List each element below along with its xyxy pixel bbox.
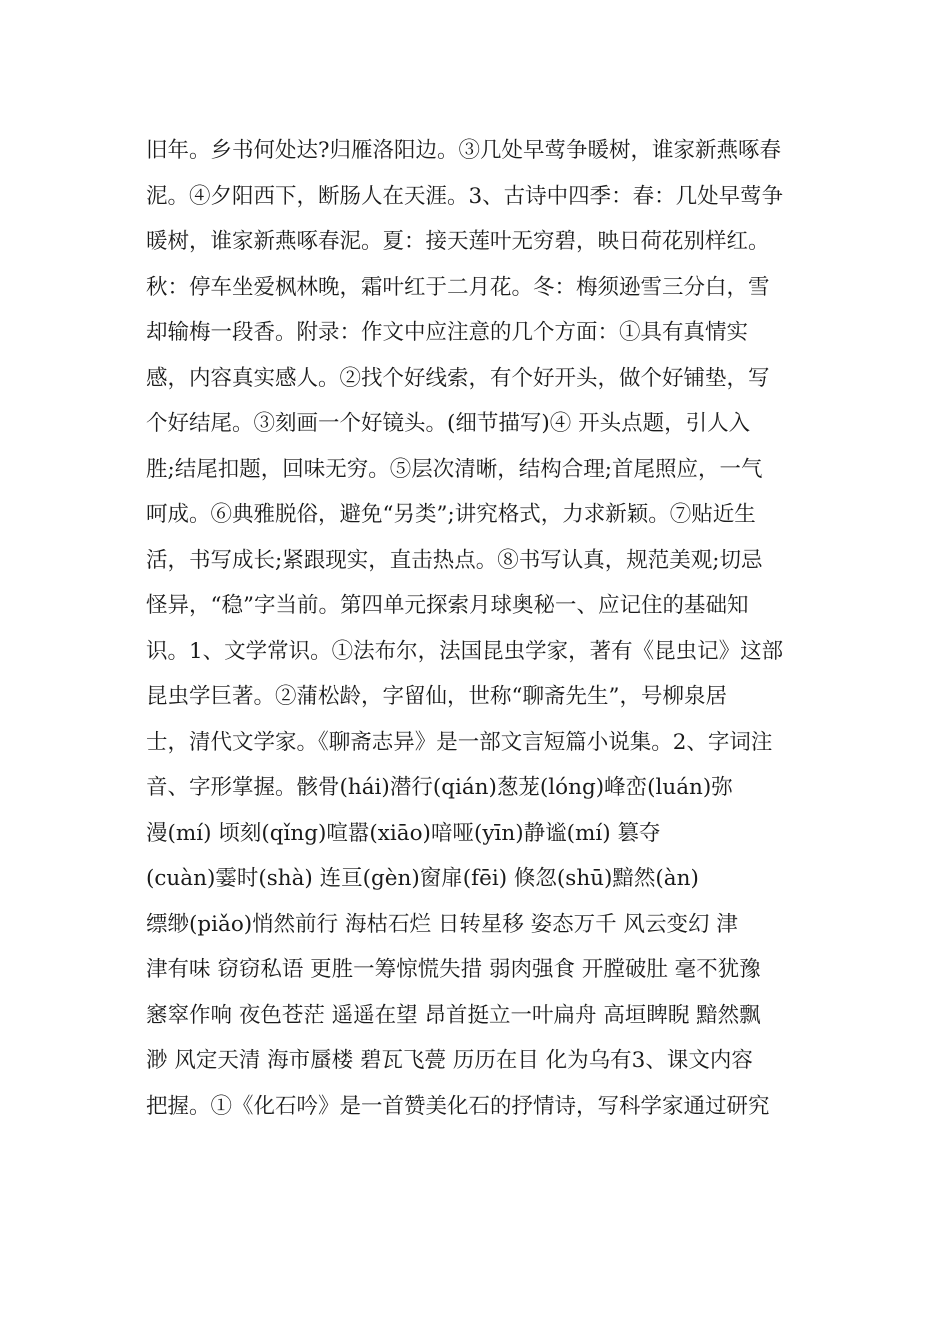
text-line: 识。1、文学常识。①法布尔，法国昆虫学家，著有《昆虫记》这部 <box>146 638 784 664</box>
text-line: 旧年。乡书何处达?归雁洛阳边。③几处早莺争暖树，谁家新燕啄春 <box>146 138 782 163</box>
text-line: 窸窣作响 夜色苍茫 遥遥在望 昂首挺立一叶扁舟 高垣睥睨 黯然飘 <box>146 1002 761 1028</box>
text-line: 音、字形掌握。骸骨(hái)潜行(qián)葱茏(lóng)峰峦(luán)弥 <box>146 775 733 800</box>
text-line: (cuàn)霎时(shà) 连亘(gèn)窗扉(fēi) 倏忽(shū)黯然(àn) <box>146 866 699 891</box>
text-line: 胜;结尾扣题，回味无穷。⑤层次清晰，结构合理;首尾照应，一气 <box>146 456 763 482</box>
text-line: 秋：停车坐爱枫林晚，霜叶红于二月花。冬：梅须逊雪三分白，雪 <box>146 274 770 300</box>
text-line: 泥。④夕阳西下，断肠人在天涯。3、古诗中四季：春：几处早莺争 <box>146 183 784 209</box>
text-line: 渺 风定天清 海市蜃楼 碧瓦飞甍 历历在目 化为乌有3、课文内容 <box>146 1048 753 1073</box>
text-line: 缥缈(piǎo)悄然前行 海枯石烂 日转星移 姿态万千 风云变幻 津 <box>146 911 738 937</box>
text-line: 怪异，“稳”字当前。第四单元探索月球奥秘一、应记住的基础知 <box>146 593 749 618</box>
text-line: 暖树，谁家新燕啄春泥。夏：接天莲叶无穷碧，映日荷花别样红。 <box>146 229 770 254</box>
text-line: 呵成。⑥典雅脱俗，避免“另类”;讲究格式，力求新颖。⑦贴近生 <box>146 502 756 527</box>
text-line: 津有味 窃窃私语 更胜一筹惊慌失措 弱肉强食 开膛破肚 毫不犹豫 <box>146 957 761 982</box>
text-line: 士，清代文学家。《聊斋志异》是一部文言短篇小说集。2、字词注 <box>146 729 773 755</box>
text-line: 昆虫学巨著。②蒲松龄，字留仙，世称“聊斋先生”，号柳泉居 <box>146 684 727 709</box>
text-line: 把握。①《化石吟》是一首赞美化石的抒情诗，写科学家通过研究 <box>146 1093 770 1119</box>
text-line: 个好结尾。③刻画一个好镜头。(细节描写)④ 开头点题，引人入 <box>146 411 751 436</box>
text-line: 活，书写成长;紧跟现实，直击热点。⑧书写认真，规范美观;切忌 <box>146 547 763 573</box>
body-text <box>146 128 816 1129</box>
text-line: 漫(mí) 顷刻(qǐng)喧嚣(xiāo)喑哑(yīn)静谧(mí) 篡夺 <box>146 820 661 846</box>
text-line: 感，内容真实感人。②找个好线索，有个好开头，做个好铺垫，写 <box>146 365 770 391</box>
text-line: 却输梅一段香。附录：作文中应注意的几个方面：①具有真情实 <box>146 320 749 345</box>
